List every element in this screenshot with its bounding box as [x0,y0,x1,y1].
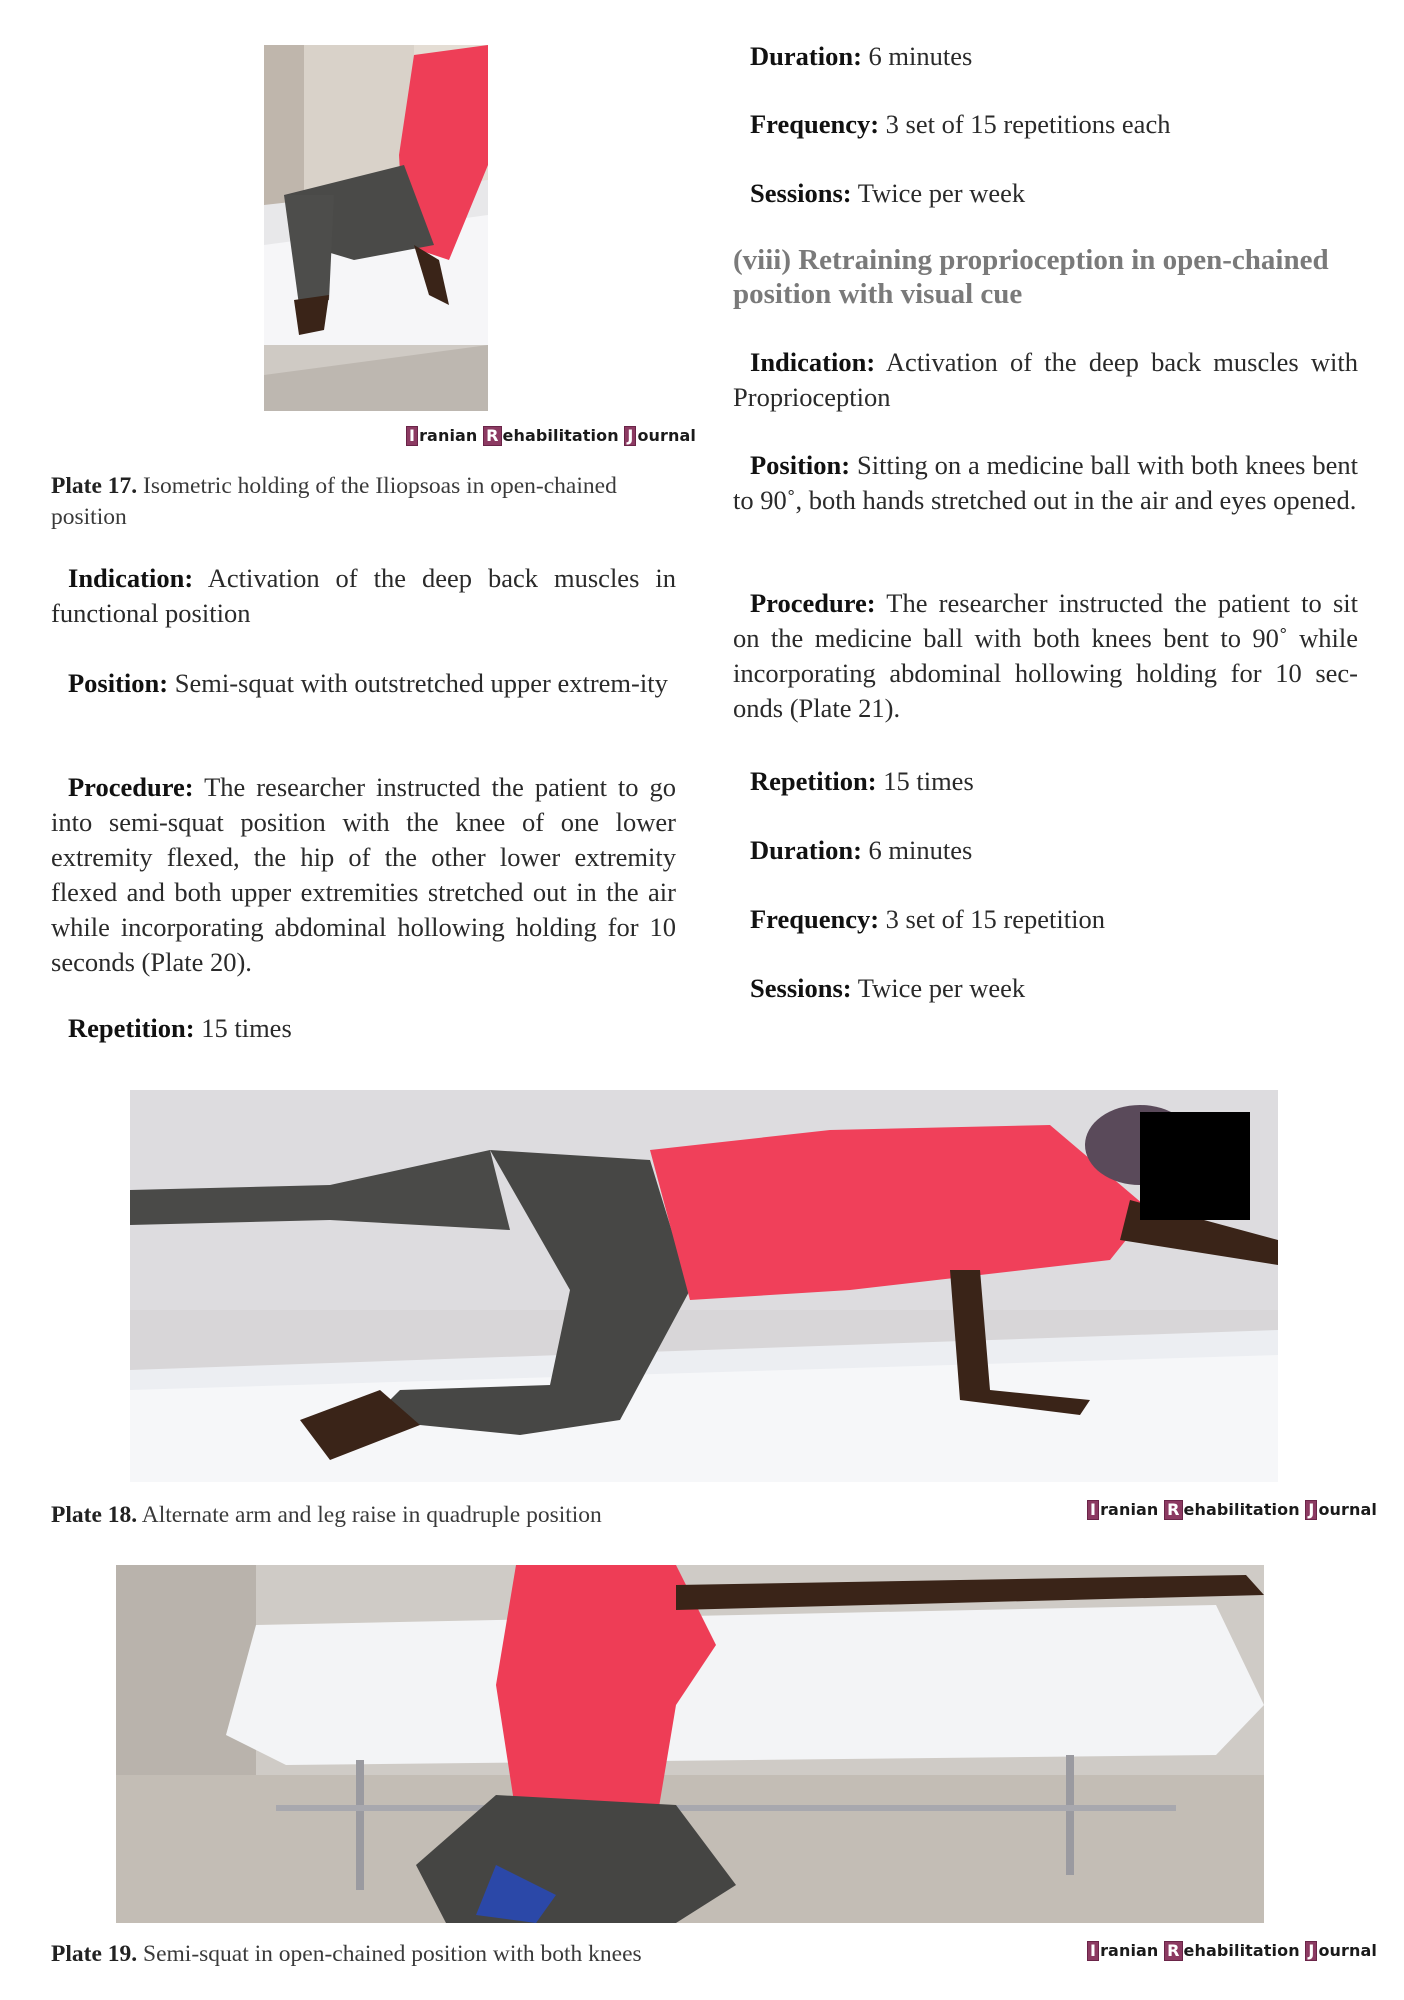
right-procedure: Procedure: The researcher instructed the patient to sit on the medicine ball with both knees bent to 90˚ while incorporating abdominal hollowing holding for 10 sec-onds (Plate 21). [733,588,1358,723]
right-frequency-1: Frequency: 3 set of 15 repetitions each [750,109,1171,139]
plate18-photo [130,1090,1278,1482]
plate19-caption: Plate 19. Semi-squat in open-chained position with both knees [51,1941,642,1967]
right-frequency-2: Frequency: 3 set of 15 repetition [750,904,1105,934]
journal-logo-plate17: I ranian R ehabilitation J ournal [406,426,696,446]
right-indication: Indication: Activation of the deep back muscles with Proprioception [733,347,1358,412]
left-procedure: Procedure: The researcher instructed the patient to go into semi-squat position with the knee of one lower extremity flexed, the hip of the other lower extremity flexed and both upper extremities stretched out in the air while incorporating abdominal hollowing holding for 10 seconds (Plate 20). [51,772,676,977]
right-position: Position: Sitting on a medicine ball with both knees bent to 90˚, both hands stretched out in the air and eyes opened. [733,450,1358,515]
plate18-caption: Plate 18. Alternate arm and leg raise in quadruple position [51,1502,602,1528]
left-indication: Indication: Activation of the deep back muscles in functional position [51,563,676,628]
plate19-photo [116,1565,1264,1923]
journal-logo-plate19: I ranian R ehabilitation J ournal [1087,1941,1377,1961]
journal-logo-plate18: I ranian R ehabilitation J ournal [1087,1500,1377,1520]
plate17-caption: Plate 17. Isometric holding of the Iliopsoas in open-chained position [51,473,617,530]
section-heading-viii: (viii) Retraining proprioception in open-chained position with visual cue [733,244,1329,310]
plate17-photo [264,45,488,411]
left-repetition: Repetition: 15 times [68,1013,292,1043]
left-position: Position: Semi-squat with outstretched upper extrem-ity [68,668,668,698]
right-duration-1: Duration: 6 minutes [750,41,973,71]
right-duration-2: Duration: 6 minutes [750,835,973,865]
right-sessions-2: Sessions: Twice per week [750,973,1026,1003]
right-sessions-1: Sessions: Twice per week [750,178,1026,208]
right-repetition: Repetition: 15 times [750,766,974,796]
